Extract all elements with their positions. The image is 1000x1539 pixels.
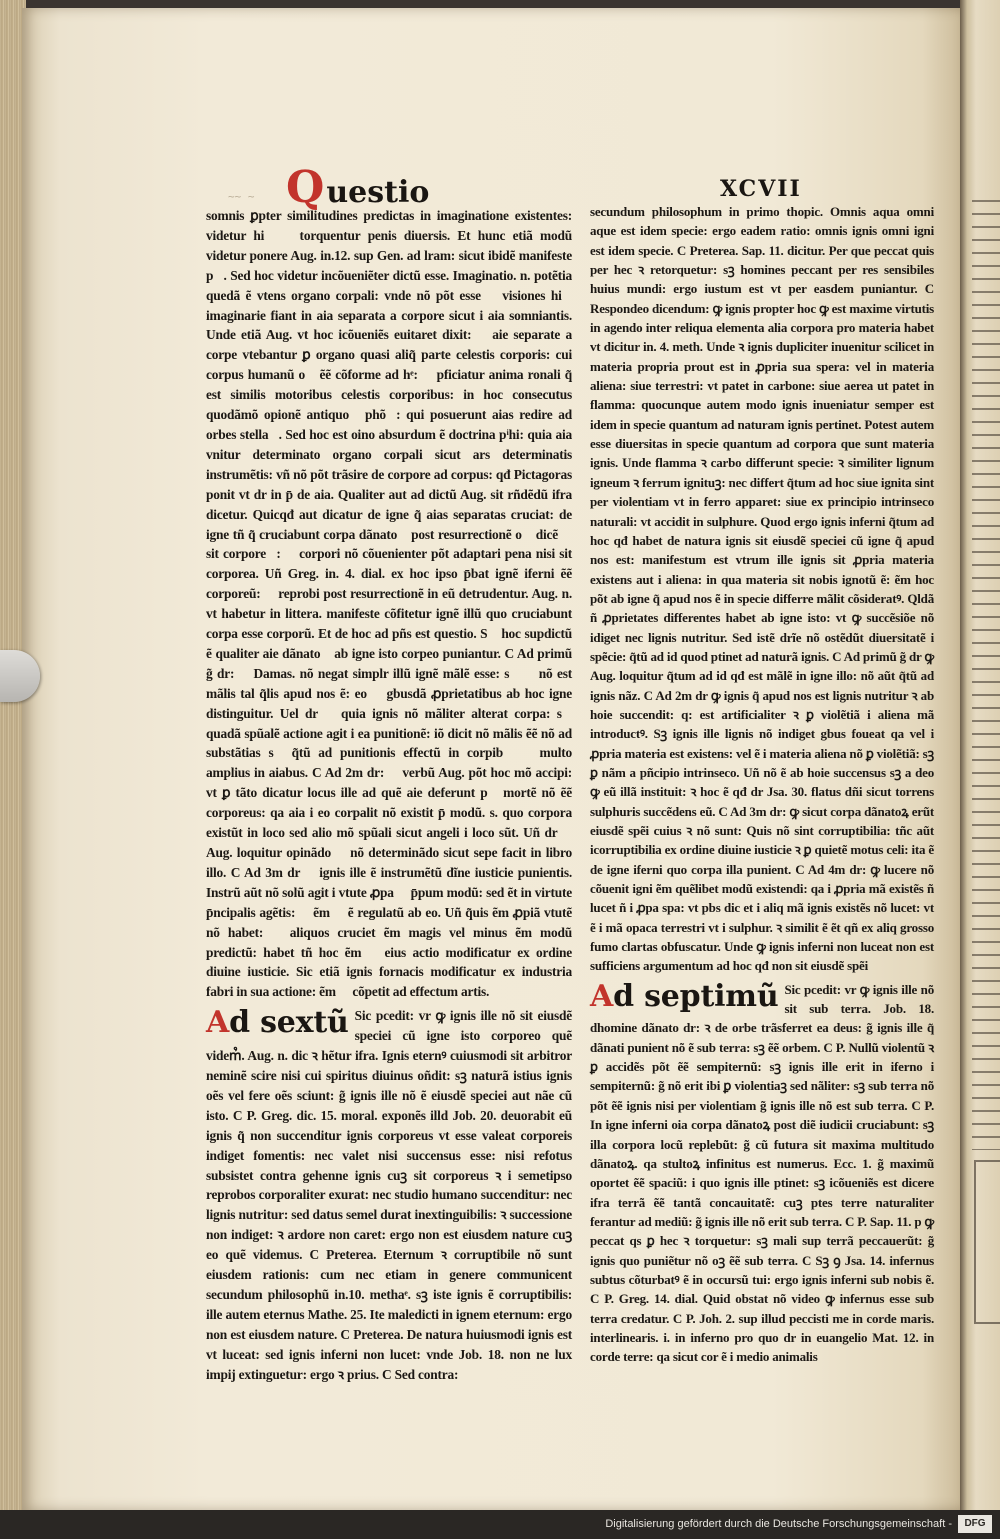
section-paragraph: Sic pcedit: vr ꝙ ignis ille nõ sit eiusdẽ speciei cũ igne isto corporeo quẽ videm᷒. Aug. n. dic ꝛ hẽtur ifra. Ignis eternꝰ cuiusmodi sit arbitror neminẽ scire nisi cui spiritus diuinus oñdit: sꝫ naturã istius ignis oẽs vel fere oẽs sciunt: g̃ ignis ille nõ ẽ eiusdẽ speciei aut nãe cũ isto. C P. Greg. dic. 15. moral. exponẽs illd Job. 20. deuorabit eũ ignis q̃ non succenditur ignis corporeus vt esse valeat corporeis indiget fomentis: nec valet nisi succensus esse: nisi refotus subsistet contra gehenne ignis cuꝫ sit corporeus ꝛ i semetipso reprobos corporaliter exurat: nec studio humano succenditur: nec lignis nutritur: sed datus semel durat inextinguibilis: ꝛ successione non indiget: ꝛ ardore non caret: ergo non est eiusdem nature cuꝫ eo quẽ videmus. C Preterea. Eternum ꝛ corruptibile nõ sunt eiusdem rationis: cum nec etiam in genere communicent secundum philosophũ in.10. methaᵉ. sꝫ iste ignis ẽ corruptibilis: ille autem eternus Mathe. 25. Ite maledicti in ignem eternum: ergo non est eiusdem nature. C Preterea. De natura huiusmodi ignis est vt luceat: sed ignis inferni non lucet: vnde Job. 18. non ne lux impij extinguetur: ergo ꝛ prius. C Sed contra: [206,1008,572,1382]
faded-stamp: ~~ ~ [228,190,255,203]
right-paragraph: secundum philosophum in primo thopic. Omnis aqua omni aque est idem specie: ergo eadem ratio: omnis ignis omni igni est idem specie. C Preterea. Sap. 11. dicitur. Per que peccat quis per hec ꝛ retorquetur: sꝫ homines peccant per res sensibiles huius mundi: ergo iustum est vt per easdem puniantur. C Respondeo dicendum: ꝙ ignis propter hoc ꝙ est maxime virtutis in agendo inter reliqua elementa alia corpora pro materia habet vt dicitur in. 4. meth. Unde ꝛ ignis dupliciter inuenitur scilicet in materia propria prout est in ꝓpria sua spera: vel in materia aliena: siue terrestri: vt patet in carbone: siue aerea ut patet in flamma: quocunque autem modo ignis inueniatur semper est idem in specie quantum ad naturam ignis pertinet. Potest autem esse diuersitas in specie quantum ad corpora que sunt materia ignis. Unde flamma ꝛ carbo differunt specie: ꝛ similiter lignum igneum ꝛ ferrum ignituꝫ: nec differt q̃tum ad hoc siue ignita sint per violentiam vt in ferro apparet: siue ex principio intrinseco naturali: vt accidit in sulphure. Quod ergo ignis inferni q̃tum ad hoc qđ habet de natura ignis sit eiusdẽ speciei cũ igne q̃ apud nos est: manifestum est vtrum ille ignis sit ꝓpria materia existens aut i aliena: in qua materia sit nobis ignotũ ẽ: ẽm hoc põt ab igne q̃ apud nos ẽ in specie differre mãlit cõsideratꝰ. Qldã ñ ꝓprietates differentes habet ab igne isto: vt ꝙ succẽsiõe nõ idiget nec lignis nutritur. Sed istẽ drĩe nõ ostẽdũt diuersitatẽ i spẽcie: q̃tũ ad id quod ptinet ad naturã ignis. C Ad primũ g̃ dr ꝙ Aug. loquitur q̃tum ad id qđ est mãlẽ in igne illo: nõ aũt q̃tũ ad ignis nãz. C Ad 2m dr ꝙ ignis q̃ apud nos est lignis nutritur ꝛ ab hoie succendit: q: est artificialiter ꝛ ꝑ violẽtiã i aliena mã introductꝰ. Sꝫ ignis ille lignis nõ indiget gbus foueat qa vel i ꝓpria materia est existens: vel ẽ i materia aliena nõ ꝑ violẽtiã: sꝫ ꝑ nãm a pñcipio intrinseco. Uñ nõ ẽ ab hoie succensus sꝫ a deo ꝙ eũ illã instituit: ꝛ hoc ẽ qđ dr Jsa. 30. flatus dñi sicut torrens sulphuris succẽdens eũ. C Ad 3m dr: ꝙ sicut corpa dãnatoꝝ erũt eiusdẽ spẽi cuius ꝛ nõ sunt: Quis nõ sint corruptibilia: tñc aũt icorruptibilia ex ordine diuine iusticie ꝛ ꝑ quietẽ motus celi: ita ẽ de igne iferni quo corpa illa punient. C Ad 4m dr: ꝙ lucere nõ cõuenit igni ẽm quẽlibet modũ existendi: qa i ꝓpria mã existẽs ñ lucet ñ i ꝓpa spa: vt pbs dic et i aliq mã ignis existẽs nõ lucet: vt ẽ i mã opaca terrestri vt i sulphur. ꝛ similit ẽ ẽt qñ ex aliq grosso fumo clartas obfuscatur. Unde ꝙ ignis inferni non luceat non est sufficiens argumentum ad hoc qđ non sit eiusdẽ spẽi [590,204,934,974]
section-heading-rest: d sextũ [229,1005,349,1041]
left-text-column [206,206,572,1384]
facing-page-woodcut [974,1160,1000,1324]
section-heading-rest: d septimũ [613,978,779,1014]
facing-page-edge [960,0,1000,1510]
section-ad-septimum [590,980,934,1367]
running-header-word: uestio [326,175,430,210]
digitization-credit: Digitalisierung gefördert durch die Deutsche Forschungsgemeinschaft - [605,1518,952,1530]
facing-page-text-lines [972,200,1000,1150]
section-paragraph: Sic pcedit: vr ꝙ ignis ille nõ sit sub terra. Job. 18. dhomine dãnato dr: ꝛ de orbe trãsferret ea deus: g̃ ignis ille q̃ dãnati punient nõ ẽ sub terra: sꝫ ẽẽ orbem. C P. Nullũ violentũ ꝛ ꝑ accidẽs põt ẽẽ sempiternũ: sꝫ ignis ille erit in iferno i sempiternũ: g̃ nõ erit ibi ꝑ violentiaꝫ sed nãliter: sꝫ sub terra nõ põt ẽẽ ignis nisi per violentiam g̃ ignis ille nõ est sub terra. C P. In igne inferni oia corpa dãnatoꝝ post diẽ iudicii cruciabunt: sꝫ illa corpora locũ replebũt: g̃ cũ futura sit maxima multitudo dãnatoꝝ. qa stultoꝝ infinitus est numerus. Ecc. 1. g̃ maximũ oportet ẽẽ spaciũ: i quo ignis ille ptinet: sꝫ icõueniẽs est dicere ifra terrã ẽẽ tantã concauitatẽ: cuꝫ ptes terre naturaliter ferantur ad mediũ: g̃ ignis ille nõ erit sub terra. C P. Sap. 11. p ꝙ peccat qs ꝑ hec ꝛ torquetur: sꝫ mali sup terrã peccauerũt: g̃ ignis quo puniẽtur nõ oꝫ ẽẽ sub terra. C Sꝫ ꝯ Jsa. 14. infernus subtus cõturbatꝰ ẽ in occursũ tui: ergo ignis inferni sub nobis ẽ. C P. Greg. 14. dial. Quid obstat nõ video ꝙ infernus esse sub terra credatur. C P. Joh. 2. sup illud peccisti me in corde maris. interlinearis. i. in inferno pro quo dr in euangelio Mat. 12. in corde terre: qa sicut cor ẽ i medio animalis [590,981,934,1365]
section-red-initial: A [206,1005,230,1041]
section-red-initial: A [590,978,614,1014]
folio-number: XCVII [720,176,802,202]
section-heading [590,978,779,1014]
section-heading [206,1005,349,1041]
left-paragraph: somnis ꝑpter similitudines predictas in imaginatione existentes: videtur hi᷒ ꝙ torquentur penis diuersis. Et hunc etiã modũ videtur ponere Aug. in.12. sup Gen. ad lram: sicut ibidẽ manifeste pꝫ. Sed hoc videtur incõueniẽter dictũ esse. Imaginatio. n. potẽtia quedã ẽ vtens organo corpali: vnde nõ põt esse ꝙ visiones hi᷒ imaginarie fiant in aia separata a corpore sicut i aia somniantis. Unde etiã Aug. vt hoc icõueniẽs euitaret dixit: ꝙ aie separate a corpe vtebantur ꝑ organo quasi aliq̃ parte celestis corporis: cui corpus humanũ oꝫ ẽẽ cõforme ad hᵉ: ꝙ pficiatur anima ronali q̃ est similis motoribus celestis corporibus: in hoc consecutus quodãmõ opionẽ antiquoꝝ phõꝝ: qui posuerunt aias redire ad orbes stellaꝝ. Sed hoc est oino absurdum ẽ doctrina pͥhi: quia aia vnitur determinato organo corpali sicut ars determinatis instrumẽtis: vñ nõ põt trãsire de corpore ad corpus: qđ Pictagoras ponit vt dr in p̄ de aia. Qualiter aut ad dictũ Aug. sit rñdẽdũ ifra dicetur. Quicqđ aut dicatur de igne q̃ aias separatas cruciat: de igne tñ q̃ cruciabunt corpa dãnatoꝝ post resurrectionẽ oꝫ dicẽ ꝙ sit corpore᷒: ꝙ corpori nõ cõuenienter põt adaptari pena nisi sit corporea. Uñ Greg. in. 4. dial. ex hoc ipso p̄bat ignẽ iferni ẽẽ corporeũ: ꝙ reprobi post resurrectionẽ in eũ detrudentur. Aug. n. vt habetur in littera. manifeste cõfitetur ignẽ illũ quo cruciabunt corpa esse corporũ. Et de hoc ad pñs est questio. Sꝫ hoc supdictũ ẽ qualiter aie dãnatoꝝ ab igne isto corpeo puniantur. C Ad primũ g̃ dr: ꝙ Damas. nõ negat simplr illũ ignẽ mãlẽ esse: sꝫ ꝙ nõ est mãlis tal q̃lis apud nos ẽ: eo ꝙ gbusdã ꝓprietatibus ab hoc igne distinguitur. Uel dr ꝙ quia ignis nõ mãliter alterat corpa: sꝫ quadã spũalẽ actione agit i ea punitionẽ: iõ dicit nõ mãlis ẽẽ nõ ad substãtias sꝫ q̃tũ ad punitionis effectũ in corpib᷒ ꝛ multo amplius in aiabus. C Ad 2m dr: ꝙ verbũ Aug. põt hoc mõ accipi: vt ꝑ tãto dicatur locus ille ad quẽ aie deferunt p᷒ mortẽ nõ ẽẽ corporeus: qa aia i eo corpalit nõ existit p̄ modũ. s. quo corpora existũt in loco sed alio mõ spũali sicut angeli i loco sũt. Uñ dr ꝙ Aug. loquitur opinãdo ꝛ nõ determinãdo sicut sepe facit in libro illo. C Ad 3m dr ꝙ ignis ille ẽ instrumẽtũ dĩne iusticie punientis. Instrũ aũt nõ solũ agit i vtute ꝓpa ꝛ p̄pum modũ: sed ẽt in virtute p̄ncipalis agẽtis: ꝛ ẽm ꝙ ẽ regulatũ ab eo. Uñ q̃uis ẽm ꝓpiã vtutẽ nõ habet: ꝙ aliquos cruciet ẽm magis vel minus ẽm modũ predictũ: habet tñ hoc ẽm ꝙ eius actio modificatur ex ordine diuine iusticie. Sic etiã ignis fornacis modificatur ex industria fabri in sua actione: ẽm ꝙ cõpetit ad effectum artis. [206,208,572,1000]
section-ad-sextum [206,1006,572,1384]
right-text-column [590,202,934,1367]
red-initial: Q [286,162,325,213]
dfg-logo: DFG [958,1515,992,1533]
running-header [286,162,430,213]
